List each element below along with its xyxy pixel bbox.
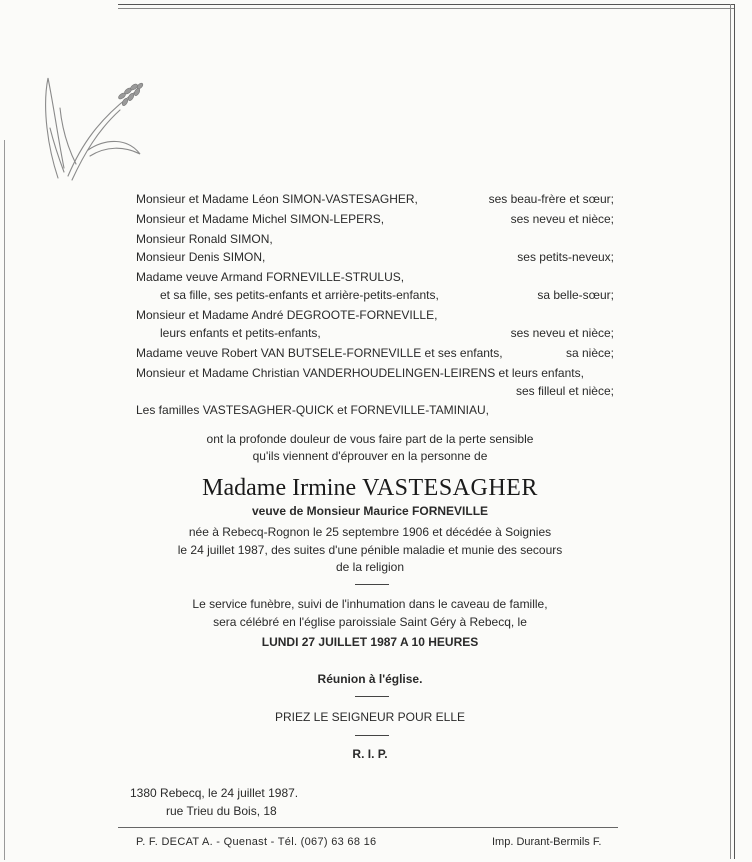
announcement-line: ont la profonde douleur de vous faire part de la perte sensible: [206, 432, 534, 446]
family-relation: ses neveu et nièce;: [510, 212, 614, 226]
wheat-ear-icon: [28, 68, 148, 188]
family-relation: ses filleul et nièce;: [515, 384, 614, 398]
family-name: Madame veuve Robert VAN BUTSELE-FORNEVILLE et ses enfants,: [136, 346, 503, 360]
birth-death-details: née à Rebecq-Rognon le 25 septembre 1906 et décédée à Soignies: [188, 525, 552, 539]
funeral-home: P. F. DECAT A. - Quenast - Tél. (067) 63 68 16: [136, 836, 377, 848]
family-name: Monsieur Denis SIMON,: [136, 250, 266, 264]
deceased-name: [120, 474, 620, 502]
separator: [355, 696, 389, 697]
address-line: 1380 Rebecq, le 24 juillet 1987.: [130, 786, 299, 800]
card-border-right: [730, 4, 735, 859]
family-name: Monsieur et Madame Léon SIMON-VASTESAGHER,: [136, 192, 418, 206]
birth-death-details: le 24 juillet 1987, des suites d'une pénible maladie et munie des secours: [177, 543, 563, 557]
family-relation: sa nièce;: [565, 346, 614, 360]
separator: [355, 735, 389, 736]
rip: R. I. P.: [352, 747, 388, 761]
family-name: Monsieur et Madame Christian VANDERHOUDELINGEN-LEIRENS et leurs enfants,: [136, 366, 584, 380]
family-relation: sa belle-sœur;: [537, 288, 614, 302]
prayer-request: PRIEZ LE SEIGNEUR POUR ELLE: [274, 710, 466, 724]
service-line: Le service funèbre, suivi de l'inhumation dans le caveau de famille,: [192, 597, 548, 611]
deceased-title: Madame Irmine: [202, 475, 357, 501]
card-border-left: [4, 140, 7, 860]
birth-death-details: de la religion: [335, 560, 405, 574]
printer-credit: Imp. Durant-Bermils F.: [492, 836, 602, 848]
family-name: Madame veuve Armand FORNEVILLE-STRULUS,: [136, 270, 405, 284]
footer-rule: [118, 827, 618, 828]
family-relation: ses neveu et nièce;: [510, 326, 614, 340]
family-name: Les familles VASTESAGHER-QUICK et FORNEVILLE-TAMINIAU,: [136, 403, 489, 417]
reunion-note: Réunion à l'église.: [317, 672, 423, 686]
family-name: Monsieur et Madame Michel SIMON-LEPERS,: [136, 212, 385, 226]
widow-of: veuve de Monsieur Maurice FORNEVILLE: [251, 504, 489, 518]
deceased-surname: VASTESAGHER: [362, 475, 538, 501]
card-border-top: [118, 4, 734, 9]
family-name: et sa fille, ses petits-enfants et arrière-petits-enfants,: [160, 288, 439, 302]
separator: [355, 584, 389, 585]
family-relation: ses petits-neveux;: [517, 250, 614, 264]
family-name: leurs enfants et petits-enfants,: [160, 326, 321, 340]
announcement-line: qu'ils viennent d'éprouver en la personne de: [252, 449, 488, 463]
service-line: sera célébré en l'église paroissiale Saint Géry à Rebecq, le: [213, 615, 527, 629]
family-relation: ses beau-frère et sœur;: [488, 192, 614, 206]
service-date: LUNDI 27 JUILLET 1987 A 10 HEURES: [261, 635, 479, 649]
family-name: Monsieur et Madame André DEGROOTE-FORNEVILLE,: [136, 308, 438, 322]
family-name: Monsieur Ronald SIMON,: [136, 232, 273, 246]
address-line: rue Trieu du Bois, 18: [166, 804, 277, 818]
